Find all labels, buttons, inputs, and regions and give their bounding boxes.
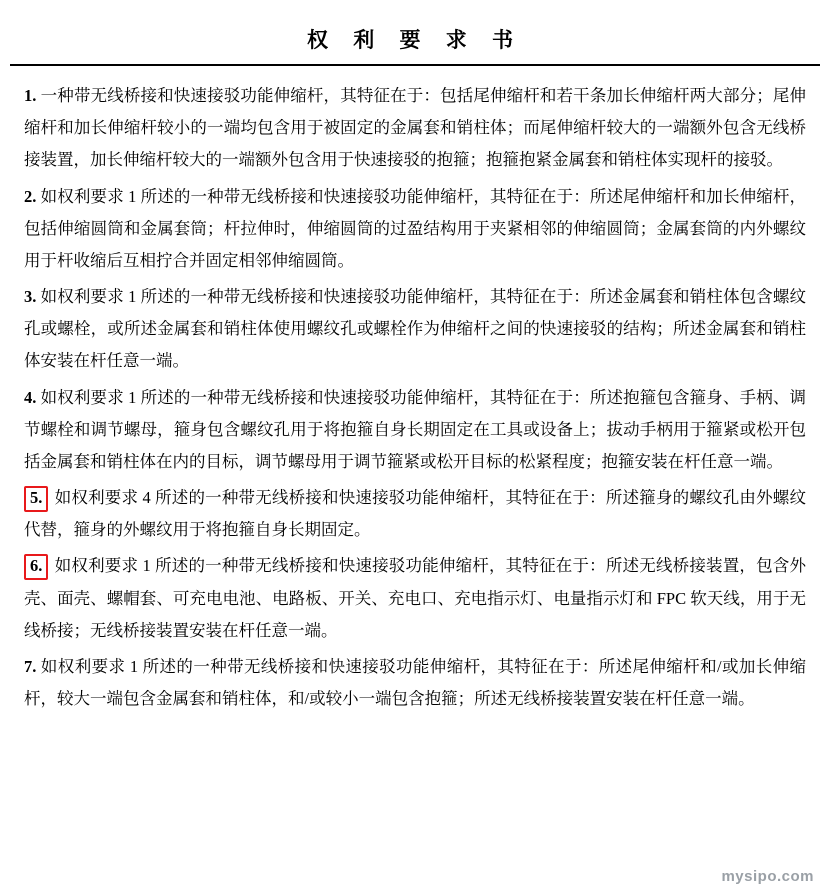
claim-text: 如权利要求 1 所述的一种带无线桥接和快速接驳功能伸缩杆，其特征在于：所述无线桥接装置，包含外壳、面壳、螺帽套、可充电电池、电路板、开关、充电口、充电指示灯、电量指示灯和 FPC 软天线，用于无线桥接；无线桥接装置安装在杆任意一端。 <box>24 556 807 640</box>
claim-item <box>24 382 806 479</box>
claim-text: 如权利要求 1 所述的一种带无线桥接和快速接驳功能伸缩杆，其特征在于：所述尾伸缩杆和加长伸缩杆，包括伸缩圆筒和金属套筒；杆拉伸时，伸缩圆筒的过盈结构用于夹紧相邻的伸缩圆筒；金属套筒的内外螺纹用于杆收缩后互相拧合并固定相邻伸缩圆筒。 <box>24 186 807 270</box>
claim-number-highlight-box: 6. <box>24 554 48 580</box>
claim-text: 如权利要求 1 所述的一种带无线桥接和快速接驳功能伸缩杆，其特征在于：所述尾伸缩杆和/或加长伸缩杆，较大一端包含金属套和销柱体，和/或较小一端包含抱箍；所述无线桥接装置安装在杆任意一端。 <box>24 656 807 709</box>
claim-item-highlighted <box>24 482 806 546</box>
claim-text: 如权利要求 4 所述的一种带无线桥接和快速接驳功能伸缩杆，其特征在于：所述箍身的螺纹孔由外螺纹代替，箍身的外螺纹用于将抱箍自身长期固定。 <box>24 488 807 540</box>
claim-number: 1. <box>24 86 37 105</box>
title-divider <box>10 64 820 66</box>
page-title: 权 利 要 求 书 <box>307 28 523 52</box>
claim-item <box>24 181 806 278</box>
claim-text: 如权利要求 1 所述的一种带无线桥接和快速接驳功能伸缩杆，其特征在于：所述金属套和销柱体包含螺纹孔或螺栓，或所述金属套和销柱体使用螺纹孔或螺栓作为伸缩杆之间的快速接驳的结构；所述金属套和销柱体安装在杆任意一端。 <box>24 287 807 371</box>
claim-item-highlighted <box>24 550 806 647</box>
claim-number: 3. <box>24 287 37 307</box>
claim-text: 一种带无线桥接和快速接驳功能伸缩杆，其特征在于：包括尾伸缩杆和若干条加长伸缩杆两大部分；尾伸缩杆和加长伸缩杆较小的一端均包含用于被固定的金属套和销柱体；而尾伸缩杆较大的一端额外包含无线桥接装置，加长伸缩杆较大的一端额外包含用于快速接驳的抱箍；抱箍抱紧金属套和销柱体实现杆的接驳。 <box>24 86 807 170</box>
claim-number: 2. <box>24 186 37 206</box>
claim-number-highlight-box: 5. <box>24 486 48 512</box>
claims-body <box>0 80 830 715</box>
claim-item <box>24 651 806 715</box>
claim-item <box>24 80 806 177</box>
claim-number: 7. <box>24 656 37 676</box>
claim-item <box>24 281 806 378</box>
watermark-label: mysipo.com <box>721 868 814 885</box>
claim-text: 如权利要求 1 所述的一种带无线桥接和快速接驳功能伸缩杆，其特征在于：所述抱箍包含箍身、手柄、调节螺栓和调节螺母，箍身包含螺纹孔用于将抱箍自身长期固定在工具或设备上；拔动手柄用于箍紧或松开包括金属套和销柱体在内的目标，调节螺母用于调节箍紧或松开目标的松紧程度；抱箍安装在杆任意一端。 <box>24 387 807 471</box>
claim-number: 4. <box>24 387 37 407</box>
